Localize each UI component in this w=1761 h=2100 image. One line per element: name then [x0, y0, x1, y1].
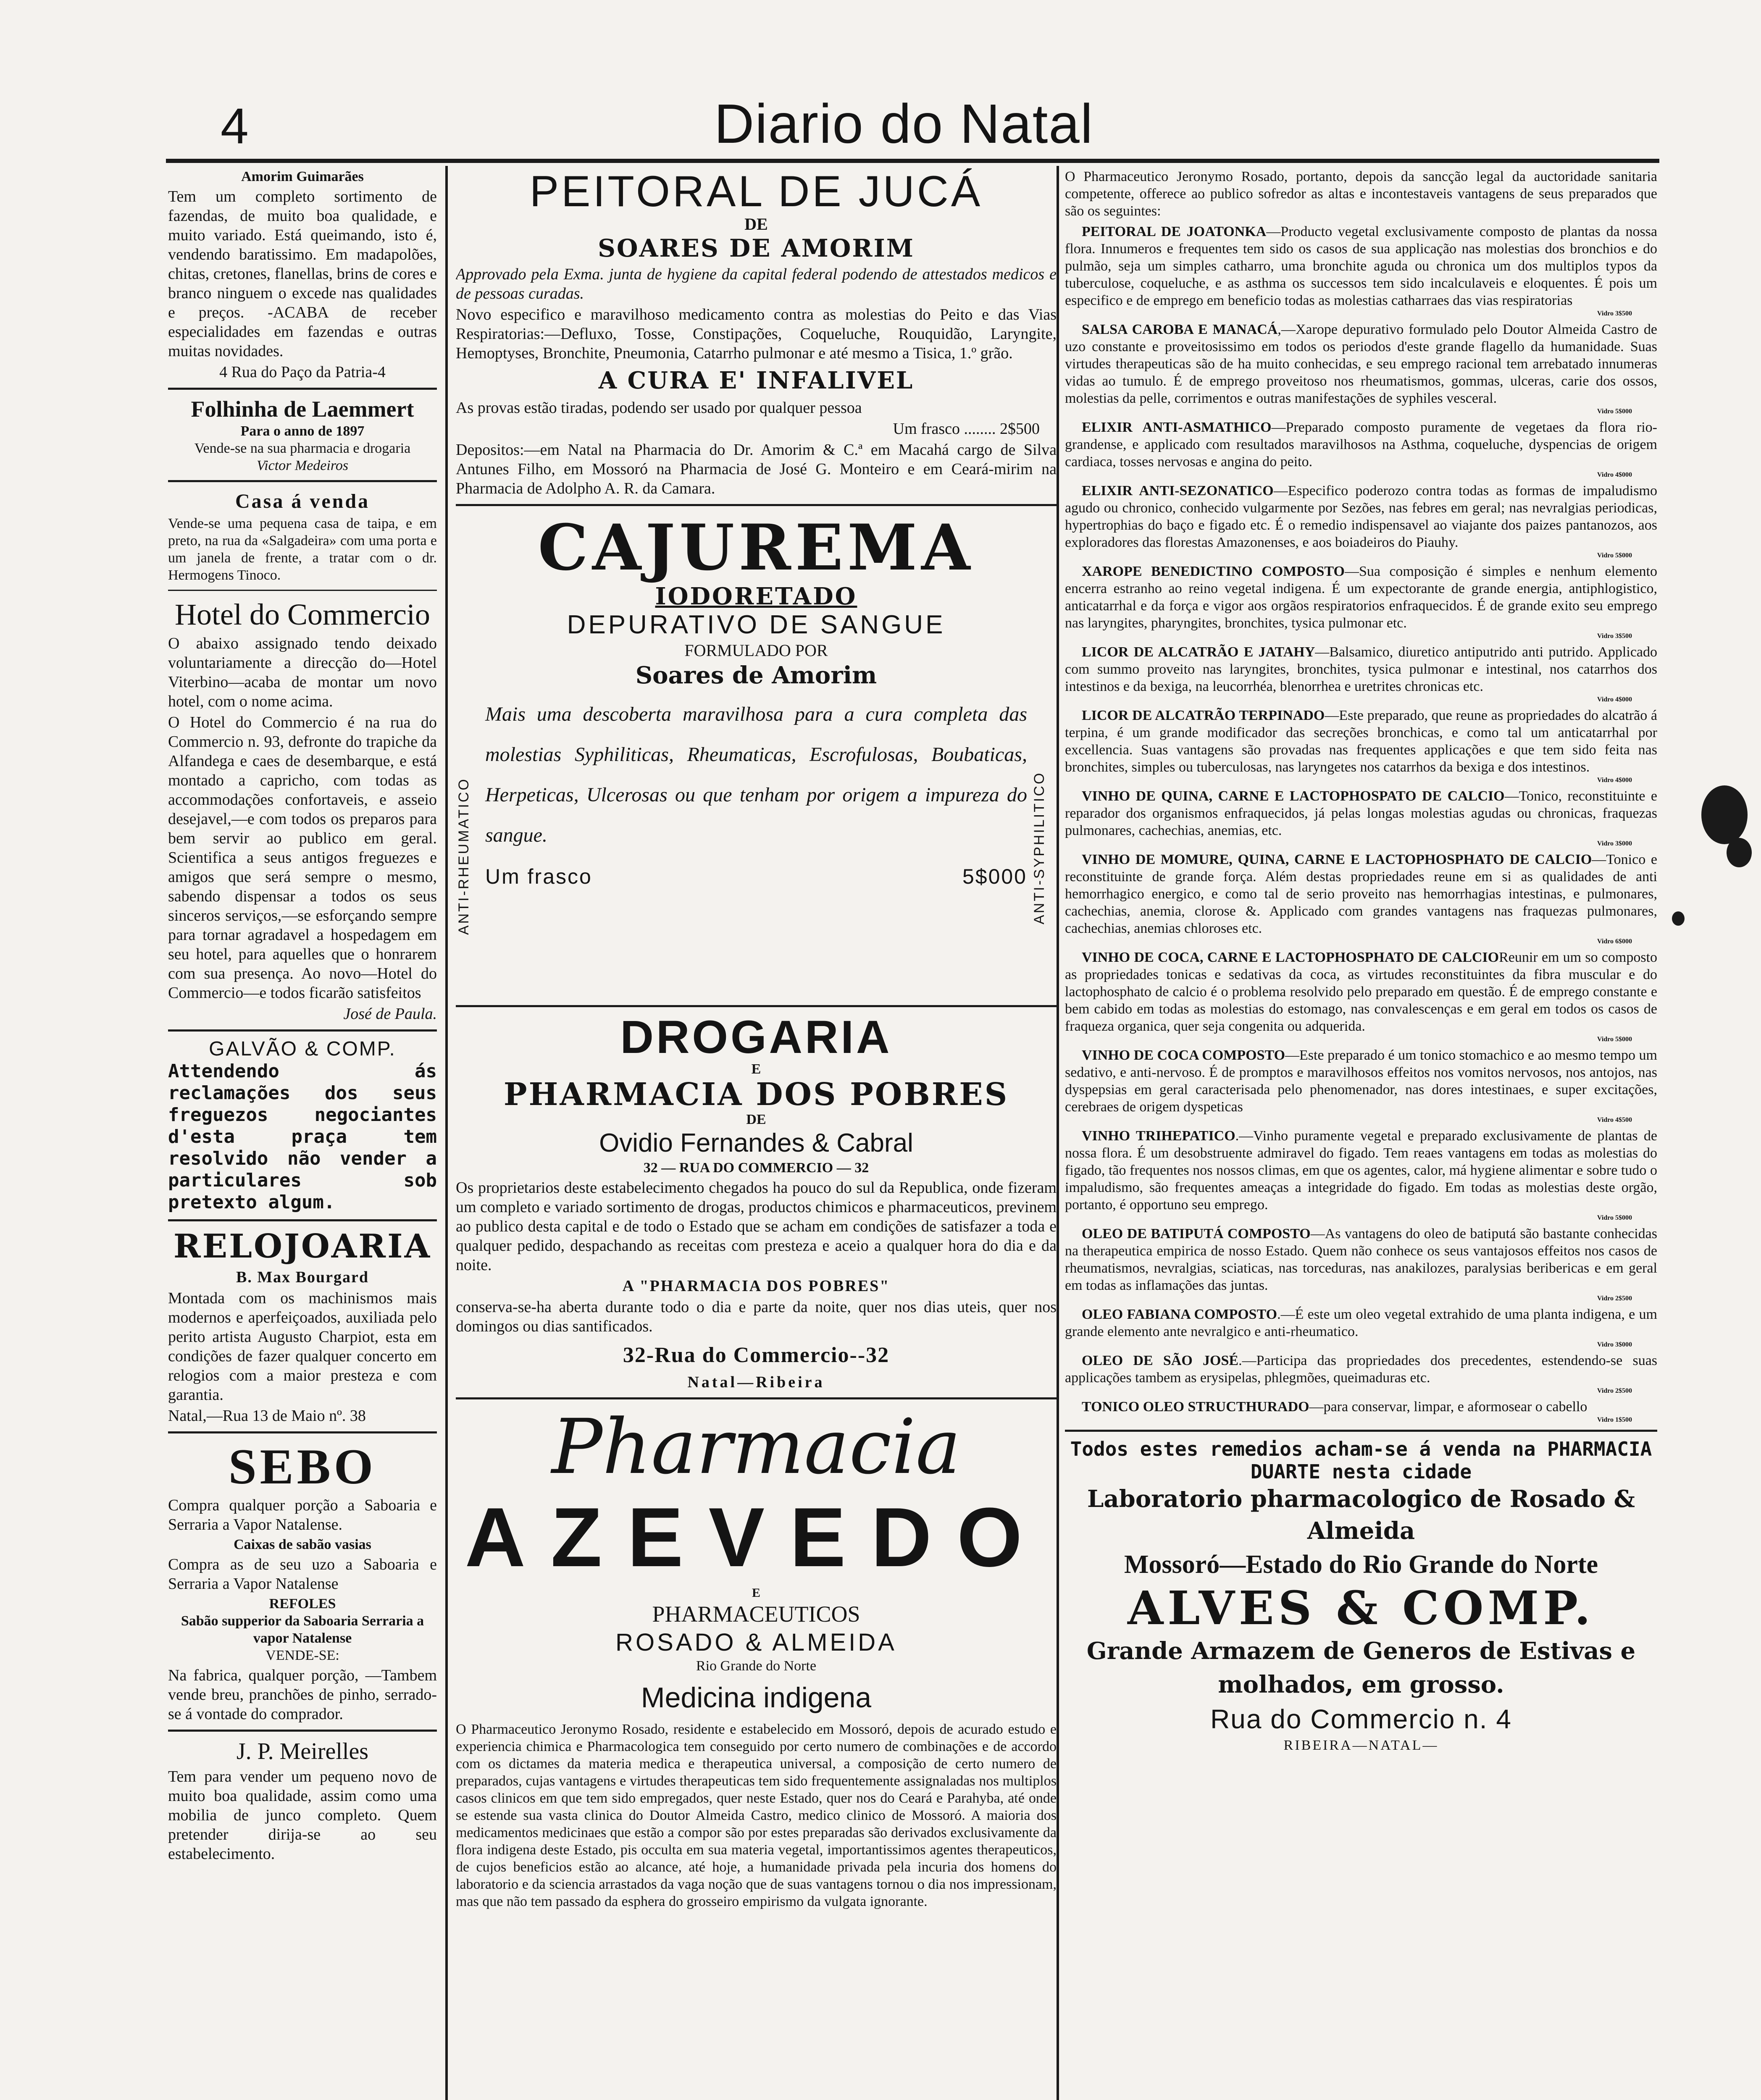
remedy-price: Vidro 2$500 [1597, 1295, 1632, 1302]
remedy-description: .—Participa das propriedades dos precedentes, estendendo-se suas applicações tambem as erysipelas, phlegmões, queimaduras etc. [1065, 1353, 1657, 1386]
remedy-description: —Este preparado é um tonico stomachico e ao mesmo tempo um sedativo, e anti-nervoso. É de promptos e maravilhosos effeitos nos vomitos nervosos, nos antojos, nas dyspepsias em geral caracterisada pelo phenomenador, nas dores intestinaes, e super excitações, cerebraes de origem dyspeticas [1065, 1047, 1657, 1115]
ink-blot [1727, 838, 1752, 867]
peitoral-ad [456, 168, 1057, 498]
divider [168, 1730, 437, 1732]
drogaria-owner: Ovidio Fernandes & Cabral [599, 1129, 913, 1158]
remedy-name: OLEO DE SÃO JOSÉ [1082, 1353, 1239, 1368]
drogaria-pharmacia-line: A "PHARMACIA DOS POBRES" [622, 1277, 890, 1295]
remedy-name: VINHO DE COCA, CARNE E LACTOPHOSPHATO DE CALCIO [1082, 950, 1499, 965]
drogaria-title1: DROGARIA [620, 1011, 892, 1063]
sebo-text5: Na fabrica, qualquer porção, —Tambem vende breu, pranchões de pinho, serrado-se á vontade do comprador. [168, 1667, 437, 1723]
remedy-item [1065, 1047, 1657, 1116]
drogaria-city: Natal—Ribeira [687, 1373, 825, 1391]
remedy-item [1065, 1225, 1657, 1294]
meirelles-text: Tem para vender um pequeno novo de muito boa qualidade, assim como uma mobilia de junco completo. Quem pretender dirija-se ao seu estabelecimento. [168, 1768, 437, 1863]
galvao-ad [168, 1037, 437, 1213]
folhinha-text: Vende-se na sua pharmacia e drogaria [194, 441, 411, 456]
sebo-text: Compra qualquer porção a Saboaria e Serraria a Vapor Natalense. [168, 1496, 437, 1533]
remedy-list [1065, 223, 1657, 1424]
remedy-price: Vidro 3$500 [1597, 633, 1632, 640]
page-number: 4 [221, 98, 249, 154]
alves-address: Rua do Commercio n. 4 [1210, 1704, 1512, 1734]
sebo-title: SEBO [228, 1438, 377, 1494]
peitoral-de: DE [744, 215, 768, 234]
remedy-price: Vidro 4$000 [1597, 696, 1632, 703]
cajurema-side-left: ANTI-RHEUMATICO [456, 777, 472, 935]
azevedo-e: E [752, 1586, 760, 1600]
cajurema-price-line [485, 860, 1027, 893]
cajurema-maker: Soares de Amorim [635, 662, 877, 689]
peitoral-title: PEITORAL DE JUCÁ [529, 168, 983, 216]
remedy-name: ELIXIR ANTI-SEZONATICO [1082, 483, 1274, 499]
hotel-title: Hotel do Commercio [175, 598, 430, 631]
remedy-name: TONICO OLEO STRUCTHURADO [1082, 1399, 1309, 1415]
divider [168, 480, 437, 482]
remedy-price: Vidro 1$500 [1597, 1416, 1632, 1423]
divider [456, 1397, 1057, 1399]
cajurema-text: Mais uma descoberta maravilhosa para a cura completa das molestias Syphiliticas, Rheumaticas, Escrofulosas, Boubaticas, Herpeticas, Ulcerosas ou que tenham por origem a impureza do sangue. [485, 703, 1027, 846]
remedy-item [1065, 1306, 1657, 1340]
remedy-price: Vidro 5$000 [1597, 1214, 1632, 1221]
sebo-text4: VENDE-SE: [265, 1648, 339, 1663]
remedy-item [1065, 1127, 1657, 1213]
divider [168, 1219, 437, 1221]
amorim-text: Tem um completo sortimento de fazendas, de muito boa qualidade, e muito variado. Está queimando, isto é, vendendo baratissimo. Em madapolões, chitas, cretones, flanellas, brins de cores e branco ninguem o excede nas qualidades e preços. -ACABA de receber especialidades em fazendas e outras muitas novidades. [168, 188, 437, 360]
galvao-text: Attendendo ás reclamações dos seus freguezos negociantes d'esta praça tem resolvido não vender a particulares sob pretexto algum. [168, 1060, 437, 1213]
laboratory: Laboratorio pharmacologico de Rosado & Almeida [1087, 1485, 1635, 1545]
sebo-sub2: REFOLES [269, 1596, 336, 1612]
remedy-price: Vidro 5$000 [1597, 552, 1632, 559]
remedy-description: —Tonico e reconstituinte de grande força. Além destas propriedades reune em si as qualidades de anti hemorrhagico energico, e como tal de serio proveito nas hemorrhagias intestinas, e pulmonares, cachechias, anemia, clorose &. Applicado com grandes vantagens nas fraquezas pulmonares, cachechias, anemias chloroses etc. [1065, 852, 1657, 936]
remedy-description: .—É este um oleo vegetal extrahido de uma planta indigena, e um grande elemento ante nevralgico e anti-rheumatico. [1065, 1307, 1657, 1339]
peitoral-cure: A CURA E' INFALIVEL [598, 367, 914, 394]
remedy-name: LICOR DE ALCATRÃO E JATAHY [1082, 644, 1315, 660]
remedy-item [1065, 1352, 1657, 1386]
relojoaria-owner: B. Max Bourgard [236, 1268, 369, 1286]
sebo-text3: Sabão supperior da Saboaria Serraria a vapor Natalense [181, 1613, 424, 1646]
remedy-name: OLEO FABIANA COMPOSTO [1082, 1307, 1277, 1322]
divider [456, 504, 1057, 506]
azevedo-place: Rio Grande do Norte [696, 1658, 817, 1674]
alves-sub: Grande Armazem de Generos de Estivas e molhados, em grosso. [1086, 1637, 1636, 1698]
remedy-price: Vidro 3$000 [1597, 840, 1632, 847]
remedy-item [1065, 949, 1657, 1035]
peitoral-price-label: Um frasco [893, 420, 960, 438]
azevedo-tagline: Medicina indigena [641, 1682, 872, 1714]
remedy-description: —Sua composição é simples e nenhum elemento encerra estranho ao reino vegetal indigena. É um expectorante de grande energia, antiphlogistico, anticatarrhal e da força e vigor aos orgãos respiratorios enfraquecidos. É de grande exito seu emprego nas laryngites, pharyngites, bronchites, tysica pulmonar etc. [1065, 564, 1657, 631]
remedy-description: —Balsamico, diuretico antiputrido anti putrido. Applicado com summo proveito nas laryngites, bronchites, tysica pulmonar e intestinal, nos catarrhos dos intestinos e da bexiga, na leucorrhéa, blenorrhea e uretrites chronicas etc. [1065, 644, 1657, 694]
remedy-name: XAROPE BENEDICTINO COMPOSTO [1082, 564, 1345, 579]
remedy-item [1065, 482, 1657, 551]
hotel-p2: O Hotel do Commercio é na rua do Commercio n. 93, defronte do trapiche da Alfandega e caes de desembarque, e está montado a capricho, com todas as accommodações confortaveis, e asseio desejavel,—e com todos os preparos para bem servir ao publico em geral. Scientifica a seus antigos freguezes e amigos que será sempre o mesmo, sabendo dispensar a todos os seus sinceros serviços,—se esforçando sempre para tornar agradavel a hospedagem em seu hotel, para aquelles que o honrarem com sua presença. Ao novo—Hotel do Commercio—e todos ficarão satisfeitos [168, 714, 437, 1002]
remedies-footer: Todos estes remedios acham-se á venda na PHARMACIA DUARTE nesta cidade [1070, 1438, 1652, 1483]
remedy-item [1065, 321, 1657, 407]
sebo-text2: Compra as de seu uzo a Saboaria e Serraria a Vapor Natalense [168, 1556, 437, 1593]
drogaria-text2: conserva-se-ha aberta durante todo o dia e parte da noite, quer nos dias uteis, quer nos domingos ou dias santificados. [456, 1298, 1057, 1335]
remedy-description: —Preparado composto puramente de vegetaes da flora rio-grandense, e applicado com resultados maravilhosos na Asthma, coqueluche, dyspencias de origem cardiaca, tosses nervosas e angina do peito. [1065, 420, 1657, 470]
azevedo-name: AZEVEDO [465, 1491, 1048, 1584]
peitoral-proofs: As provas estão tiradas, podendo ser usado por qualquer pessoa [456, 399, 862, 417]
casa-ad [168, 488, 437, 584]
remedy-description: —As vantagens do oleo de batiputá são bastante conhecidas na therapeutica empirica de nosso Estado. Quem não conhece os seus vantajosos effeitos nos casos de rheumatismos, nevralgias, sciaticas, nas torceduras, nas anakilozes, paralysias beribericas e em geral em todas as inflamações das juntas. [1065, 1226, 1657, 1293]
column-left [168, 168, 437, 2100]
hotel-ad [168, 597, 437, 1024]
column-rule-1 [445, 166, 448, 2100]
divider [168, 388, 437, 390]
cajurema-price-label: Um frasco [485, 865, 592, 888]
folhinha-title: Folhinha de Laemmert [191, 396, 414, 422]
divider [456, 1005, 1057, 1007]
folhinha-ad [168, 396, 437, 474]
remedy-price: Vidro 4$000 [1597, 471, 1632, 478]
cajurema-ad [456, 512, 1057, 999]
amorim-ad [168, 168, 437, 382]
alves-district: RIBEIRA—NATAL— [1283, 1738, 1439, 1753]
remedy-item [1065, 223, 1657, 309]
amorim-address: 4 Rua do Paço da Patria-4 [219, 363, 386, 381]
column-rule-2 [1057, 166, 1059, 2100]
divider [168, 1029, 437, 1032]
divider [168, 590, 437, 591]
masthead-title: Diario do Natal [714, 93, 1094, 155]
remedy-item [1065, 851, 1657, 937]
remedy-description: —para conservar, limpar, e aformosear o cabello [1309, 1399, 1588, 1415]
casa-title: Casa á venda [235, 490, 370, 512]
relojoaria-title: RELOJOARIA [173, 1227, 432, 1265]
alves-title: ALVES & COMP. [1127, 1581, 1595, 1635]
divider [1065, 1430, 1657, 1432]
remedy-price: Vidro 4$500 [1597, 1116, 1632, 1124]
remedy-name: PEITORAL DE JOATONKA [1082, 224, 1267, 239]
azevedo-pharmaceuticos: PHARMACEUTICOS [652, 1601, 860, 1627]
drogaria-title2: PHARMACIA DOS POBRES [503, 1076, 1009, 1113]
remedy-item [1065, 563, 1657, 632]
relojoaria-text: Montada com os machinismos mais modernos e aperfeiçoados, auxiliada pelo perito artista Augusto Charpiot, esta em condições de fazer qualquer concerto em relogios com a maior presteza e com garantia. [168, 1289, 437, 1404]
remedy-description: —Tonico, reconstituinte e reparador dos organismos enfraquecidos, já pelas longas molestias agudas ou chronicas, fraquezas pulmonares, cachechias, anemias, etc. [1065, 788, 1657, 838]
folhinha-year: Para o anno de 1897 [240, 423, 365, 439]
remedy-description: —Este preparado, que reune as propriedades do alcatrão á terpina, é um grande modificador das secreções bronchicas, e como tal um anticatarrhal por excellencia. Suas vantagens são provadas nas frequentes applicações e que tem sido feita nas bronchites, simples ou tuberculosas, nas laryngetes nos catarrhos da bexiga e dos intestinos. [1065, 708, 1657, 775]
remedy-price: Vidro 3$000 [1597, 1341, 1632, 1348]
cajurema-depurativo: DEPURATIVO DE SANGUE [567, 610, 946, 639]
galvao-title: GALVÃO & COMP. [209, 1038, 396, 1060]
column-right [1065, 168, 1657, 2100]
laboratory-city: Mossoró—Estado do Rio Grande do Norte [1124, 1550, 1598, 1579]
peitoral-price: 2$500 [1000, 420, 1040, 438]
divider [168, 1431, 437, 1433]
amorim-heading: Amorim Guimarães [241, 169, 364, 184]
peitoral-text: Novo especifico e maravilhoso medicamento contra as molestias do Peito e das Vias Respiratorias:—Defluxo, Tosse, Constipações, Coqueluche, Rouquidão, Laryngite, Hemoptyses, Bronchite, Pneumonia, Catarrho pulmonar e até mesmo a Tisica, 1.º grão. [456, 306, 1057, 362]
hotel-signature: José de Paula. [343, 1005, 437, 1023]
cajurema-subtitle: IODORETADO [655, 583, 857, 610]
azevedo-script: Pharmacia [551, 1403, 961, 1491]
cajurema-title: CAJUREMA [538, 511, 975, 585]
remedy-name: OLEO DE BATIPUTÁ COMPOSTO [1082, 1226, 1311, 1242]
peitoral-approved: Approvado pela Exma. junta de hygiene da capital federal podendo de attestados medicos e de pessoas curadas. [456, 265, 1057, 302]
remedy-description: —Producto vegetal exclusivamente composto de plantas da nossa flora. Innumeros e frequentes tem sido os casos de sua applicação nas molestias dos bronchios e do pulmão, seja um simples catharro, uma bronchite aguda ou chronica um dos multiplos typos da tuberculose, coqueluche, e as asthma os successos tem sido incalculaveis e eloquentes. É pois um especifico e de emprego em beneficio todas as molestias catharraes das vias respiratorias [1065, 224, 1657, 308]
masthead-rule [166, 159, 1659, 163]
azevedo-ad [456, 1405, 1057, 1910]
hotel-p1: O abaixo assignado tendo deixado voluntariamente a direcção do—Hotel Viterbino—acaba de montar um novo hotel, com o nome acima. [168, 635, 437, 710]
remedy-price: Vidro 3$500 [1597, 310, 1632, 317]
remedy-name: VINHO TRIHEPATICO [1082, 1128, 1235, 1144]
remedies-intro: O Pharmaceutico Jeronymo Rosado, portanto, depois da sancção legal da auctoridade sanitaria competente, offerece ao publico sofredor as altas e incontestaveis vantagens de seus preparados que são os seguintes: [1065, 169, 1657, 219]
remedy-price: Vidro 2$500 [1597, 1387, 1632, 1394]
relojoaria-address: Natal,—Rua 13 de Maio nº. 38 [168, 1407, 366, 1425]
remedy-name: SALSA CAROBA E MANACÁ [1082, 322, 1278, 337]
meirelles-ad [168, 1738, 437, 1864]
drogaria-text: Os proprietarios deste estabelecimento chegados ha pouco do sul da Republica, onde fizeram um completo e variado sortimento de drogas, productos chimicos e pharmaceuticos, previnem ao publico desta capital e de todo o Estado que se acham em condições de satisfazer a toda e qualquer pedido, despachando as receitas com presteza e aceio a qualquer hora do dia e da noite. [456, 1179, 1057, 1274]
remedy-item [1065, 1398, 1657, 1415]
remedy-price: Vidro 6$000 [1597, 938, 1632, 945]
peitoral-maker: SOARES DE AMORIM [598, 234, 915, 262]
drogaria-address: 32 — RUA DO COMMERCIO — 32 [643, 1160, 869, 1176]
ink-blot [1672, 911, 1685, 926]
remedy-item [1065, 419, 1657, 470]
drogaria-de: DE [746, 1112, 766, 1127]
sebo-ad [168, 1439, 437, 1724]
remedy-description: .—Vinho puramente vegetal e preparado exclusivamente de plantas de nossa flora. É um desobstruente admiravel do figado. Tem reaes vantagens em todas as molestias do figado, tão frequentes nos nossos climas, em que os agentes, calor, má hygiene alimentar e sobre tudo o impaludismo, são frequentes ameaças a integridade do figado. Em todas as molestias deste orgão, portanto, é opportuno seu emprego. [1065, 1128, 1657, 1213]
remedy-description: —Especifico poderozo contra todas as formas de impaludismo agudo ou chronico, conhecido vulgarmente por Sezões, nas febres em geral; nas nevralgias periodicas, hypertrophias do baço e figado etc. É o remedio indispensavel ao viajante dos paizes pantanozos, aos exploradores das florestas Amazonenses, e aos boiadeiros do Piauhy. [1065, 483, 1657, 550]
remedy-name: VINHO DE COCA COMPOSTO [1082, 1047, 1285, 1063]
remedy-name: VINHO DE MOMURE, QUINA, CARNE E LACTOPHOSPHATO DE CALCIO [1082, 852, 1592, 867]
cajurema-side-right: ANTI-SYPHILITICO [1031, 771, 1047, 925]
drogaria-footer: 32-Rua do Commercio--32 [623, 1343, 890, 1367]
sebo-sub1: Caixas de sabão vasias [234, 1537, 371, 1552]
drogaria-e: E [751, 1061, 761, 1077]
azevedo-text: O Pharmaceutico Jeronymo Rosado, residente e estabelecido em Mossoró, depois de acurado estudo e experiencia chimica e Pharmacologica tem conseguido por certo numero de combinações e de accordo com os dictames da materia medica e therapeutica universal, a composição de certo numero de preparados, cujas vantagens e virtudes therapeuticas tem sido frequentemente assignaladas nos multiplos casos clinicos em que tem sido empregados, quer neste Estado, quer nos do Ceará e Parahyba, até onde se estende sua vasta clinica do Doutor Almeida Castro, medico clinico de Mossoró. A maioria dos medicamentos medicinaes que estão a compor são por estes preparadas são derivados exclusivamente da flora indigena deste Estado, pis occulta em sua materia vegetal, importantissimos agentes therapeuticos, de cujos beneficios estão ao alcance, até hoje, a humanidade privada pela incuria dos homens do laboratorio e da sciencia arrastados da vaga noção que de suas vantagens tornou o dia nos impressionam, mas que não tem passado da esphera do grosseiro empirismo da vulgata ignorante. [456, 1722, 1057, 1909]
remedy-item [1065, 707, 1657, 776]
cajurema-price: 5$000 [962, 865, 1027, 888]
remedy-item [1065, 643, 1657, 695]
remedy-price: Vidro 5$000 [1597, 1036, 1632, 1043]
meirelles-title: J. P. Meirelles [236, 1738, 369, 1764]
folhinha-signature: Victor Medeiros [256, 458, 349, 473]
azevedo-owners: ROSADO & ALMEIDA [615, 1629, 897, 1656]
drogaria-ad [456, 1013, 1057, 1391]
remedy-description: Reunir em um so composto as propriedades tonicas e sedativas da coca, as virtudes reconstituintes da fibra muscular e do lactophosphato de calcio é o problema resolvido pelo preparado em questão. É de emprego constante e bem cabido em todas as molestias do estomago, nas convalescenças e em geral em todos os casos de fraqueza organica, quer seja congenita ou adquerida. [1065, 950, 1657, 1034]
remedy-name: ELIXIR ANTI-ASMATHICO [1082, 420, 1272, 435]
remedy-item [1065, 788, 1657, 839]
column-middle [456, 168, 1057, 2100]
relojoaria-ad [168, 1227, 437, 1425]
peitoral-price-line: Um frasco ........ 2$500 [893, 420, 1040, 438]
cajurema-formulated: FORMULADO POR [684, 641, 828, 660]
remedy-description: ,—Xarope depurativo formulado pelo Doutor Almeida Castro de uzo constante e proveitosissimo em todos os periodos d'este grande flagello da humanidade. Suas virtudes therapeuticas são de ha muito conhecidas, e seu emprego racional tem arrebatado innumeras vidas ao tumulo. É de emprego proveitoso nos rheumatismos, gommas, ulceras, carie dos ossos, molestias da pelle, corrimentos e outras manifestações de syphiles vesceral. [1065, 322, 1657, 406]
peitoral-depots: Depositos:—em Natal na Pharmacia do Dr. Amorim & C.ª em Macahá cargo de Silva Antunes Filho, em Mossoró na Pharmacia de José G. Monteiro e em Ceará-mirim na Pharmacia de Adolpho A. R. da Camara. [456, 441, 1057, 497]
remedy-price: Vidro 5$000 [1597, 408, 1632, 415]
remedy-name: LICOR DE ALCATRÃO TERPINADO [1082, 708, 1325, 723]
casa-text: Vende-se uma pequena casa de taipa, e em preto, na rua da «Salgadeira» com uma porta e um janela de frente, a tratar com o dr. Hermogens Tinoco. [168, 516, 437, 583]
alves-ad [1065, 1582, 1657, 1754]
remedy-name: VINHO DE QUINA, CARNE E LACTOPHOSPATO DE CALCIO [1082, 788, 1505, 804]
remedy-price: Vidro 4$000 [1597, 777, 1632, 784]
ink-blot [1701, 785, 1748, 844]
